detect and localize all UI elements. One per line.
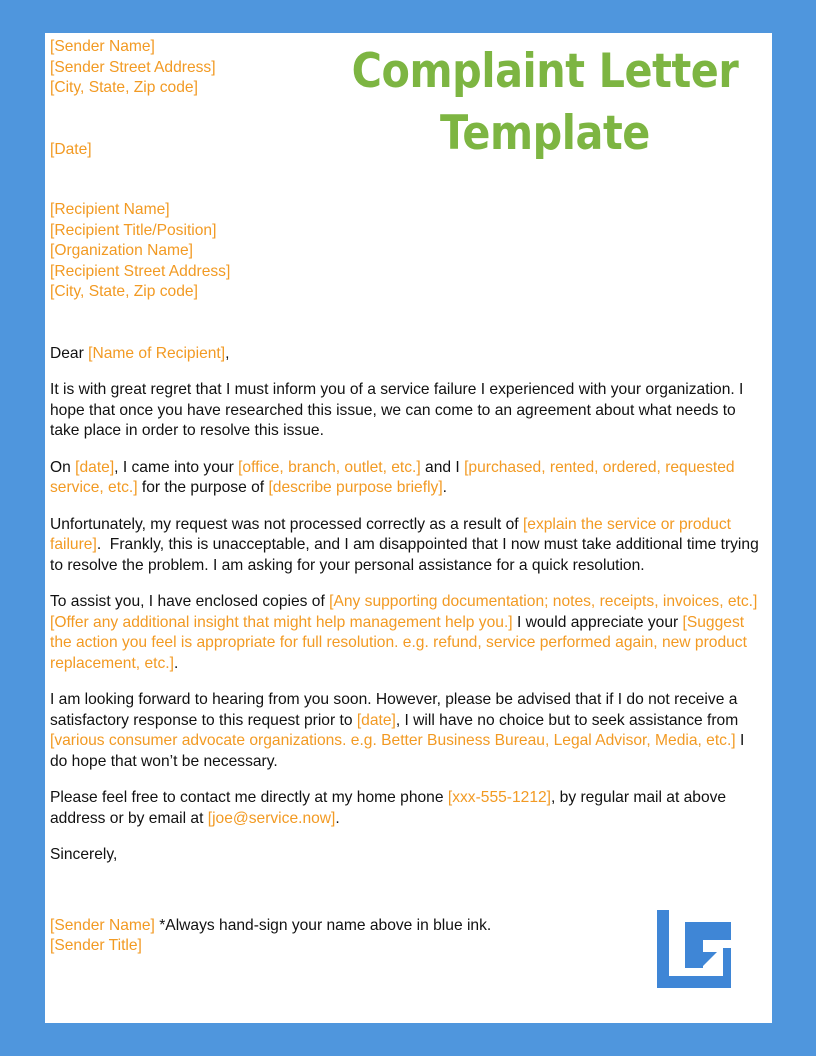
p4-text-4: . (173, 654, 179, 672)
paragraph-4 (50, 592, 762, 674)
p2-text-4: for the purpose of (137, 479, 269, 496)
p4-placeholder-1: [Any supporting documentation; notes, receipts, invoices, etc.] (329, 593, 758, 610)
page-title (343, 41, 748, 165)
paragraph-5 (50, 690, 762, 772)
title-line-2: Template (440, 106, 650, 161)
paragraph-2 (50, 458, 762, 499)
salutation-recipient: [Name of Recipient] (88, 344, 226, 362)
closing: Sincerely, (50, 846, 118, 863)
sender-street: [Sender Street Address] (50, 58, 216, 76)
p3-text-1: Unfortunately, my request was not processed correctly as a result of (50, 515, 523, 533)
p2-placeholder-2: [office, branch, outlet, etc.] (238, 458, 421, 476)
p2-text-1: On (50, 458, 76, 476)
p4-text-1: To assist you, I have enclosed copies of (50, 593, 330, 610)
p5-text-1: I am looking forward to hearing from you soon. However, please be advised that if I do not receive a satisfactory response to this request prior to (50, 691, 738, 729)
p5-text-2: , I will have no choice but to seek assistance from (395, 711, 739, 729)
sender-name: [Sender Name] (50, 38, 155, 55)
p5-placeholder-1: [date] (356, 711, 396, 729)
recipient-street: [Recipient Street Address] (50, 262, 231, 280)
p6-text-1: Please feel free to contact me directly at my home phone (50, 789, 448, 806)
salutation (50, 344, 762, 365)
salutation-comma: , (225, 344, 230, 362)
p6-text-3: . (335, 809, 340, 827)
p5-text-3: I do hope that won’t be necessary. (50, 732, 745, 770)
title-line-1: Complaint Letter (351, 44, 739, 99)
signature-line (50, 916, 762, 937)
letter-content (50, 37, 762, 957)
p3-text-2: . Frankly, this is unacceptable, and I am disappointed that I now must take additional time trying to resolve the problem. I am asking for your personal assistance for a quick resolution. (50, 536, 764, 574)
p4-placeholder-3: [Suggest the action you feel is appropriate for full resolution. e.g. refund, service performed again, new product replacement, etc.] (50, 613, 747, 672)
signature-name: [Sender Name] (50, 916, 155, 934)
p6-placeholder-1: [xxx-555-1212] (447, 789, 552, 806)
paragraph-6 (50, 788, 762, 829)
signature-block (50, 916, 762, 957)
p6-placeholder-2: [joe@service.now] (207, 809, 336, 827)
p3-placeholder-1: [explain the service or product failure] (50, 515, 731, 553)
letter-date: [Date] (50, 140, 92, 158)
p2-text-3: and I (420, 458, 465, 476)
signature-note: *Always hand-sign your name above in blue ink. (154, 916, 492, 934)
recipient-city: [City, State, Zip code] (50, 283, 198, 300)
recipient-address-block (50, 200, 762, 303)
p5-placeholder-2: [various consumer advocate organizations. e.g. Better Business Bureau, Legal Advisor, Media, etc.] (50, 732, 736, 749)
signature-title: [Sender Title] (50, 937, 142, 954)
p2-placeholder-3: [purchased, rented, ordered, requested service, etc.] (50, 458, 735, 496)
paragraph-1: It is with great regret that I must inform you of a service failure I experienced with your organization. I hope that once you have researched this issue, we can come to an agreement about what needs to take place in order to resolve this issue. (50, 381, 744, 439)
document-logo-icon (657, 910, 737, 990)
p4-text-3: I would appreciate your (512, 613, 683, 631)
recipient-name: [Recipient Name] (50, 201, 170, 218)
organization-name: [Organization Name] (50, 242, 194, 259)
p2-placeholder-1: [date] (75, 458, 115, 476)
p2-placeholder-4: [describe purpose briefly] (268, 479, 443, 496)
p4-placeholder-2: [Offer any additional insight that might help management help you.] (50, 613, 513, 631)
p2-text-2: , I came into your (114, 458, 239, 476)
sender-city: [City, State, Zip code] (50, 79, 198, 96)
paragraph-3 (50, 515, 762, 577)
salutation-dear: Dear (50, 344, 89, 362)
p2-text-5: . (442, 479, 448, 496)
p6-text-2: , by regular mail at above address or by email at (50, 789, 727, 827)
letter-page (45, 33, 772, 1023)
recipient-title: [Recipient Title/Position] (50, 221, 217, 239)
